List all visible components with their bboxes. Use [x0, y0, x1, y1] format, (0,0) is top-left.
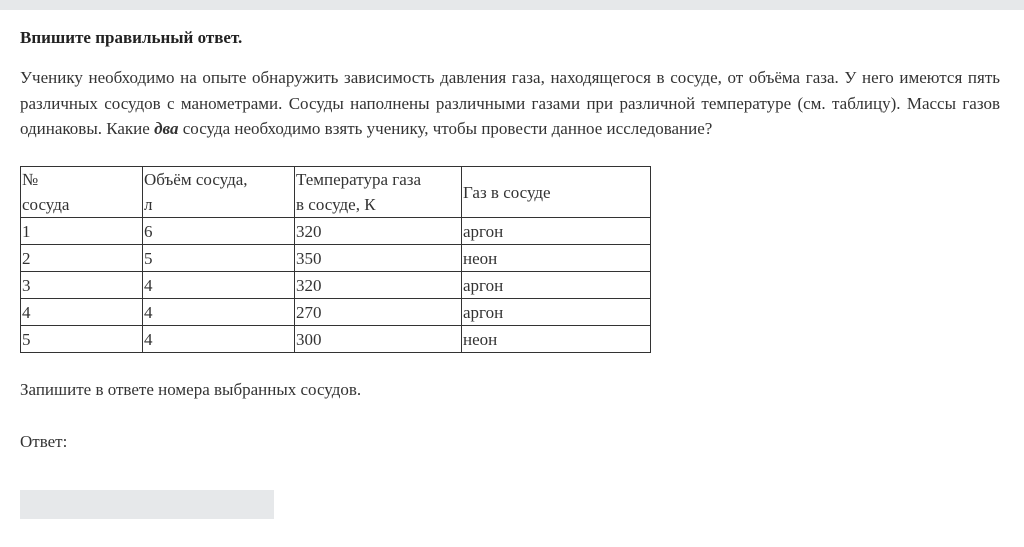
table-row: [21, 326, 651, 353]
cell-vessel-number: 2: [21, 245, 143, 272]
header-vessel-number: № сосуда: [21, 167, 143, 218]
answer-label: Ответ:: [20, 432, 68, 451]
cell-vessel-number: 3: [21, 272, 143, 299]
cell-gas: аргон: [462, 218, 651, 245]
cell-temperature: 320: [295, 218, 462, 245]
cell-vessel-number: 5: [21, 326, 143, 353]
table-row: [21, 272, 651, 299]
cell-vessel-number: 4: [21, 299, 143, 326]
cell-vessel-number: 1: [21, 218, 143, 245]
task-instruction: Впишите правильный ответ.: [20, 28, 243, 47]
cell-temperature: 300: [295, 326, 462, 353]
cell-gas: неон: [462, 326, 651, 353]
header-temperature: Температура газа в сосуде, К: [295, 167, 462, 218]
cell-temperature: 270: [295, 299, 462, 326]
cell-volume: 6: [143, 218, 295, 245]
table-row: [21, 218, 651, 245]
cell-temperature: 350: [295, 245, 462, 272]
cell-gas: аргон: [462, 299, 651, 326]
table-row: [21, 299, 651, 326]
cell-gas: аргон: [462, 272, 651, 299]
question-emphasis: два: [154, 119, 179, 138]
question-text: [20, 65, 1000, 142]
header-volume: Объём сосуда, л: [143, 167, 295, 218]
header-gas: Газ в сосуде: [462, 167, 651, 218]
question-part-1: Ученику необходимо на опыте обнаружить зависимость давления газа, находящегося в сосуде, от объёма газа. У него имеются пять различных сосудов с манометрами. Сосуды наполнены различными газами при различной температуре (см. таблицу). Массы газов одинаковы. Какие: [20, 68, 1000, 138]
cell-volume: 4: [143, 299, 295, 326]
answer-input[interactable]: [20, 490, 274, 519]
answer-instruction: Запишите в ответе номера выбранных сосудов.: [20, 380, 362, 399]
cell-volume: 4: [143, 272, 295, 299]
table-header-row: [21, 167, 651, 218]
cell-gas: неон: [462, 245, 651, 272]
cell-volume: 5: [143, 245, 295, 272]
vessels-table: [20, 166, 651, 353]
cell-temperature: 320: [295, 272, 462, 299]
question-part-2: сосуда необходимо взять ученику, чтобы провести данное исследование?: [178, 119, 713, 138]
table-row: [21, 245, 651, 272]
cell-volume: 4: [143, 326, 295, 353]
top-bar: [0, 0, 1024, 10]
